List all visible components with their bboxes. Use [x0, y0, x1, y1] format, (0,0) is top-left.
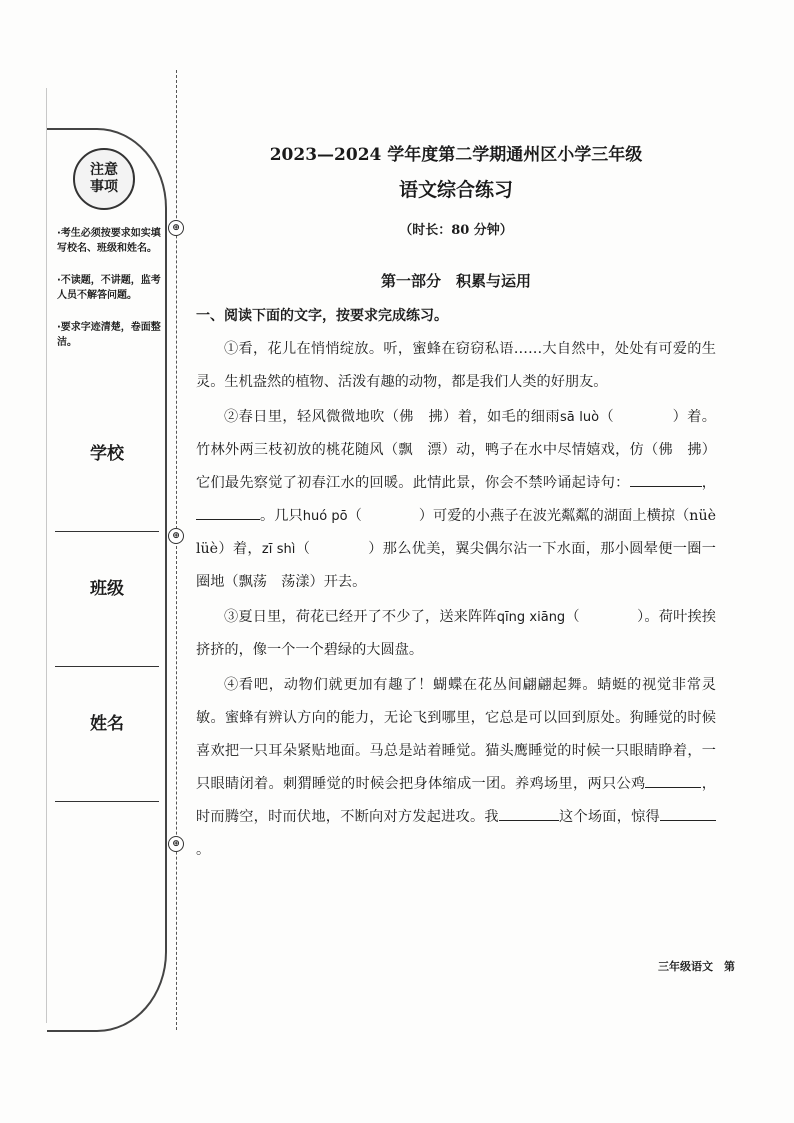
part-heading: 第一部分 积累与运用	[380, 272, 531, 290]
paragraph-text: 。	[196, 842, 211, 858]
exam-title: 2023—2024 学年度第二学期通州区小学三年级	[269, 145, 643, 165]
pinyin-prompt: qīng xiāng	[496, 610, 566, 625]
paragraph-text: ④看吧，动物们就更加有趣了！蝴蝶在花丛间翩翩起舞。蜻蜓的视觉非常灵敏。蜜蜂有辨认方向的能力，无论飞到哪里，它总是可以回到原处。狗睡觉的时候喜欢把一只耳朵紧贴地面。马总是站着睡觉。猫头鹰睡觉的时候一只眼睛睁着，一只眼睛闭着。刺猬睡觉的时候会把身体缩成一团。养鸡场里，两只公鸡	[196, 677, 716, 792]
paragraph-text: ③夏日里，荷花已经开了不少了，送来阵阵	[224, 609, 497, 625]
paragraph-text: 这个场面，惊得	[558, 809, 660, 825]
notice-item: ·不读题，不讲题，监考人员不解答问题。	[57, 275, 161, 301]
fold-mark-icon: ⊕	[168, 528, 184, 544]
question-heading: 一、阅读下面的文字，按要求完成练习。	[196, 308, 448, 324]
paragraph-text: （ ）可爱的小燕子在波光粼粼的湖面上横掠（nüè lüè）着，	[196, 508, 716, 557]
notice-item: ·要求字迹清楚，卷面整洁。	[57, 322, 161, 348]
fold-mark-icon: ⊕	[168, 220, 184, 236]
pinyin-prompt: huó pō	[302, 509, 348, 524]
class-label: 班级	[90, 579, 124, 599]
exam-content	[196, 130, 716, 869]
paragraph-text: ②春日里，轻风微微地吹（佛 拂）着，如毛的细雨	[224, 409, 560, 425]
name-label: 姓名	[90, 714, 124, 734]
fold-mark-icon: ⊕	[168, 836, 184, 852]
answer-blank[interactable]	[645, 772, 701, 788]
binding-margin	[46, 88, 167, 1023]
paragraph-text: ，	[701, 475, 716, 491]
answer-blank[interactable]	[499, 805, 559, 821]
notice-title: 注意 事项	[90, 162, 118, 195]
school-label: 学校	[90, 444, 124, 464]
answer-blank[interactable]	[196, 504, 260, 520]
paragraph-text: ，时而腾空，时而伏地，不断向对方发起进攻。我	[196, 776, 716, 825]
answer-blank[interactable]	[660, 805, 716, 821]
paragraph-text: （ ）那么优美，翼尖偶尔沾一下水面，那小圆晕便一圈一圈地（飘荡 荡漾）开去。	[196, 541, 716, 590]
page-footer: 三年级语文 第	[658, 960, 735, 973]
notice-badge	[73, 148, 135, 210]
paragraph-1: ①看，花儿在悄悄绽放。听，蜜蜂在窃窃私语……大自然中，处处有可爱的生灵。生机盎然的植物、活泼有趣的动物，都是我们人类的好朋友。	[196, 341, 716, 390]
paragraph-text: （ ）着。竹林外两三枝初放的桃花随风（飘 漂）动，鸭子在水中尽情嬉戏，仿（佛 拂）它们最先察觉了初春江水的回暖。此情此景，你会不禁吟诵起诗句：	[196, 409, 716, 491]
exam-subtitle: 语文综合练习	[398, 179, 513, 201]
answer-blank[interactable]	[630, 471, 702, 487]
paragraph-3	[196, 601, 716, 667]
paragraph-text: （ ）。荷叶挨挨挤挤的，像一个一个碧绿的大圆盘。	[196, 609, 716, 658]
paragraph-text: 。几只	[260, 508, 303, 524]
pinyin-prompt: zī shì	[261, 542, 296, 557]
exam-duration: （时长：80 分钟）	[399, 223, 513, 238]
notice-item: ·考生必须按要求如实填写校名、班级和姓名。	[57, 228, 161, 254]
class-field[interactable]	[55, 536, 159, 667]
name-field[interactable]	[55, 671, 159, 802]
notice-list	[57, 226, 161, 367]
pinyin-prompt: sā luò	[560, 410, 600, 425]
paragraph-4	[196, 669, 716, 867]
school-field[interactable]	[55, 401, 159, 532]
paragraph-2	[196, 401, 716, 599]
fold-line	[176, 70, 177, 1030]
